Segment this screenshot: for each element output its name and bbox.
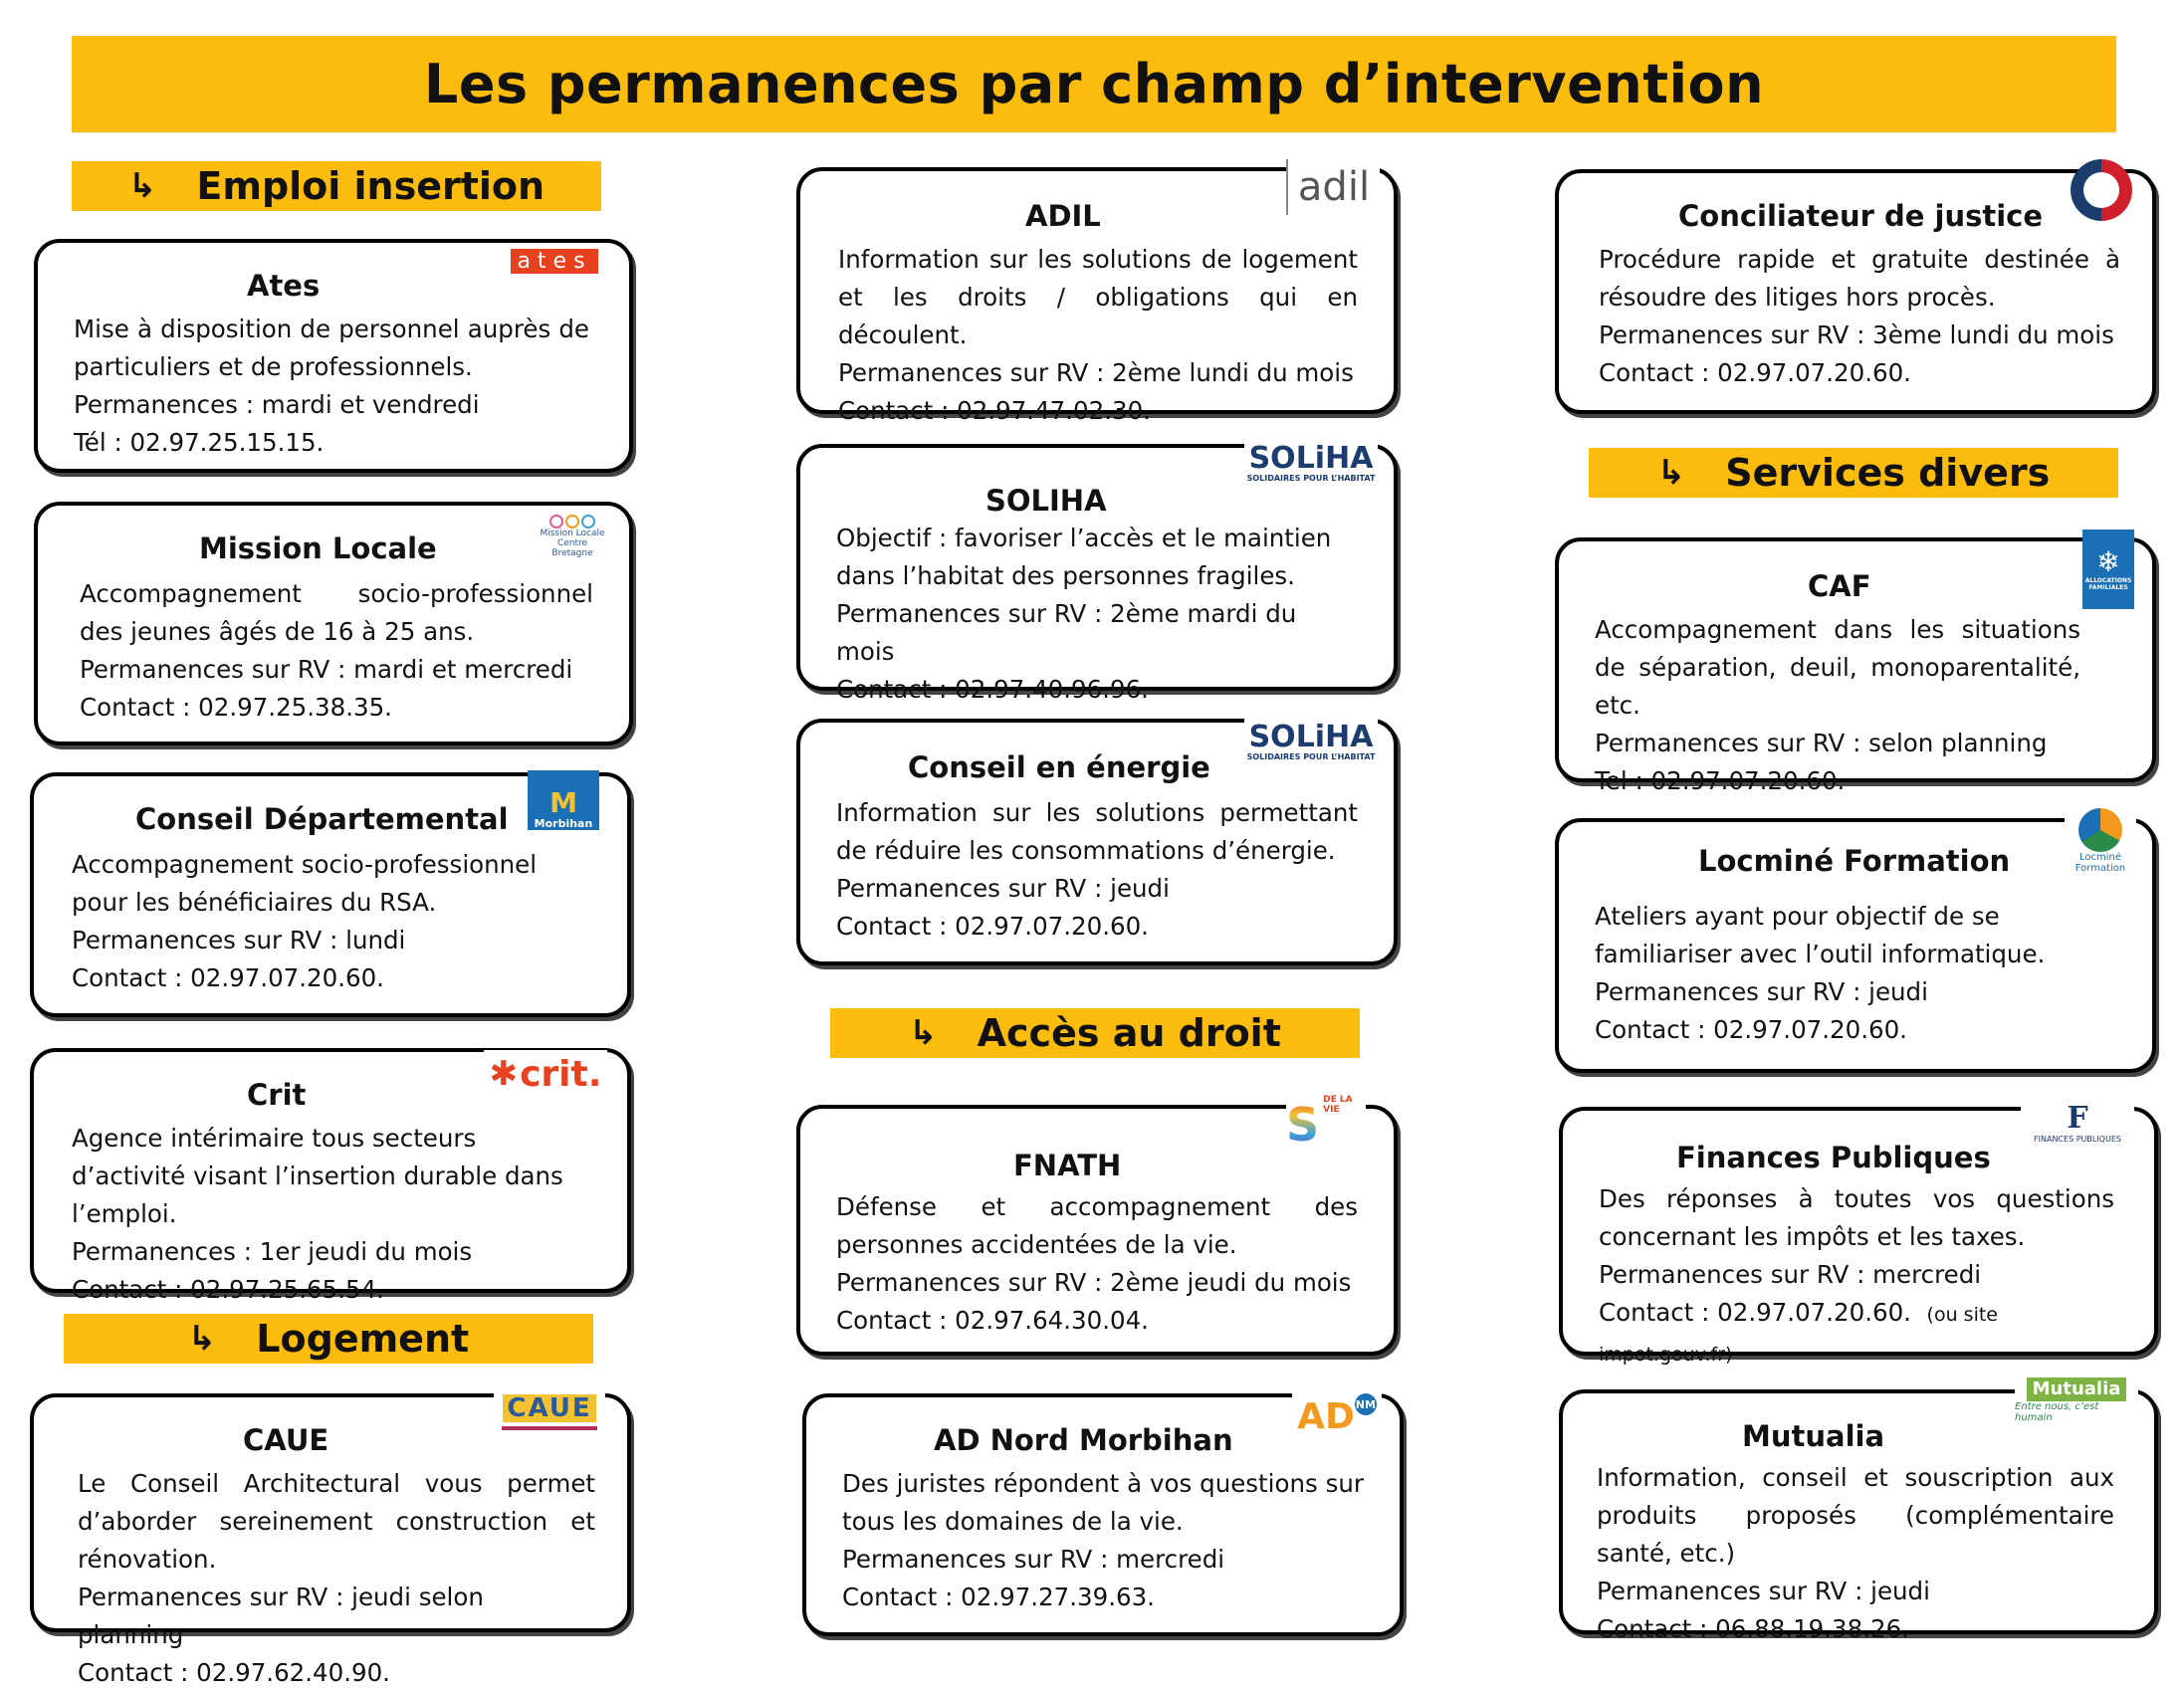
card-body	[1599, 241, 2120, 392]
card-fnath	[796, 1095, 1398, 1356]
soliha-logo	[1244, 440, 1378, 486]
crit-logo-text: crit.	[520, 1053, 602, 1095]
card-body	[1595, 611, 2080, 800]
card-title: Finances Publiques	[1676, 1141, 1991, 1174]
card-body	[836, 1188, 1358, 1340]
card-description: Le Conseil Architectural vous permet d’aborder sereinement construction et rénovation.	[78, 1469, 595, 1574]
card-description: Défense et accompagnement des personnes accidentées de la vie.	[836, 1192, 1358, 1259]
arrow-icon: ↳	[909, 1013, 938, 1053]
card-conciliateur-de-justice	[1555, 169, 2156, 414]
card-body	[836, 794, 1358, 946]
card-adil	[796, 164, 1398, 425]
card-schedule: Permanences sur RV : lundi	[72, 926, 406, 954]
card-contact: Contact : 02.97.07.20.60.	[836, 912, 1149, 941]
page-banner	[72, 36, 2116, 132]
caue-logo-bar	[502, 1426, 597, 1430]
adnm-logo	[1292, 1387, 1382, 1445]
card-title: CAUE	[243, 1423, 329, 1457]
card-schedule: Permanences : 1er jeudi du mois	[72, 1237, 473, 1266]
card-body	[1599, 1180, 2114, 1374]
card-description: Information, conseil et souscription aux produits proposés (complémentaire santé, etc.)	[1597, 1463, 2114, 1568]
people-icon	[549, 515, 595, 529]
mission-locale-logo	[540, 506, 605, 567]
justice-icon	[2083, 172, 2119, 208]
card-contact: Contact : 02.97.27.39.63.	[842, 1583, 1155, 1611]
card-schedule: Permanences sur RV : mardi et mercredi	[80, 655, 573, 684]
card-body	[74, 311, 589, 462]
locmine-logo	[2065, 800, 2136, 882]
card-schedule: Permanences sur RV : 3ème lundi du mois	[1599, 320, 2114, 349]
morbihan-logo	[528, 770, 599, 830]
adil-logo-text: adil	[1297, 164, 1371, 210]
card-mutualia	[1559, 1378, 2158, 1643]
finances-logo-text: FINANCES PUBLIQUES	[2034, 1134, 2121, 1144]
m-icon: M	[549, 786, 577, 819]
adnm-logo-badge: NM	[1355, 1393, 1377, 1415]
card-title: CAF	[1808, 569, 1871, 603]
card-contact: Tel : 02.97.07.20.60.	[1595, 766, 1846, 795]
card-ates	[34, 239, 633, 473]
card-description: Information sur les solutions permettant de réduire les consommations d’énergie.	[836, 798, 1358, 865]
card-contact: Contact : 02.97.62.40.90.	[78, 1658, 390, 1687]
card-schedule: Permanences sur RV : 2ème jeudi du mois	[836, 1268, 1352, 1297]
card-title: AD Nord Morbihan	[934, 1423, 1233, 1457]
crit-logo	[484, 1050, 607, 1098]
soliha-logo-text: SOLiHA	[1248, 440, 1374, 476]
card-ad-nord-morbihan	[802, 1393, 1404, 1636]
snowflake-icon: ❄	[2096, 545, 2120, 578]
card-contact: Contact : 06.88.19.38.26.	[1597, 1614, 1909, 1643]
card-body	[1597, 1459, 2114, 1648]
card-description: Agence intérimaire tous secteurs d’activité visant l’insertion durable dans l’emploi.	[72, 1124, 563, 1228]
card-description: Procédure rapide et gratuite destinée à résoudre des litiges hors procès.	[1599, 245, 2120, 312]
card-locmine-formation	[1555, 818, 2156, 1073]
card-description: Objectif : favoriser l’accès et le maintien dans l’habitat des personnes fragiles.	[836, 524, 1332, 590]
caue-logo	[494, 1385, 605, 1439]
card-schedule: Permanences sur RV : 2ème mardi du mois	[836, 599, 1297, 666]
card-title: Conciliateur de justice	[1678, 199, 2044, 233]
card-contact: Tél : 02.97.25.15.15.	[74, 428, 325, 457]
section-label: Services divers	[1725, 451, 2051, 495]
ates-logo	[500, 243, 609, 279]
arrow-icon: ↳	[1656, 453, 1686, 493]
caf-logo	[2082, 529, 2134, 609]
card-description: Mise à disposition de personnel auprès de particuliers et de professionnels.	[74, 315, 589, 381]
fnath-logo-text: DE LA VIE	[1323, 1095, 1353, 1115]
card-schedule: Permanences : mardi et vendredi	[74, 390, 480, 419]
justice-logo	[2071, 159, 2132, 221]
soliha-logo-text: SOLiHA	[1248, 719, 1374, 754]
finances-publiques-logo	[2021, 1093, 2134, 1153]
card-schedule: Permanences sur RV : mercredi	[1599, 1260, 1982, 1289]
card-body	[80, 575, 593, 727]
card-schedule: Permanences sur RV : jeudi	[836, 874, 1170, 903]
card-title: Mission Locale	[199, 531, 437, 565]
mutualia-logo	[2015, 1372, 2138, 1429]
card-title: ADIL	[1025, 199, 1101, 233]
soliha-logo-sub: SOLIDAIRES POUR L’HABITAT	[1246, 751, 1376, 761]
f-icon: F	[2067, 1100, 2088, 1136]
card-contact: Contact : 02.97.07.20.60.	[72, 963, 384, 992]
card-contact: Contact : 02.97.07.20.60.	[1599, 1298, 1911, 1327]
mission-locale-logo-text: Mission Locale Centre Bretagne	[540, 529, 605, 558]
card-schedule: Permanences sur RV : selon planning	[1595, 729, 2048, 757]
card-description: Ateliers ayant pour objectif de se familiariser avec l’outil informatique.	[1595, 902, 2046, 968]
card-mission-locale	[34, 502, 633, 745]
card-contact: Contact : 02.97.25.65.54.	[72, 1275, 384, 1304]
card-body	[836, 520, 1358, 709]
caf-logo-text: ALLOCATIONS FAMILIALES	[2084, 577, 2132, 591]
mutualia-logo-text: Mutualia	[2027, 1377, 2127, 1401]
soliha-logo-sub: SOLIDAIRES POUR L’HABITAT	[1246, 473, 1376, 483]
card-body	[72, 1120, 591, 1309]
card-title: Conseil en énergie	[908, 750, 1210, 784]
adnm-logo-text: AD	[1297, 1395, 1355, 1437]
card-description: Accompagnement dans les situations de séparation, deuil, monoparentalité, etc.	[1595, 615, 2080, 720]
card-crit	[30, 1048, 631, 1304]
card-conseil-en-energie	[796, 719, 1398, 965]
locmine-icon	[2078, 808, 2122, 852]
section-services-divers	[1589, 448, 2118, 498]
section-acces-au-droit	[830, 1008, 1360, 1058]
s-icon: S	[1286, 1095, 1319, 1155]
card-schedule: Permanences sur RV : 2ème lundi du mois	[838, 358, 1354, 387]
card-contact: Contact : 02.97.40.96.96.	[836, 675, 1149, 704]
card-description: Accompagnement socio-professionnel des jeunes âgés de 16 à 25 ans.	[80, 579, 593, 646]
card-title: FNATH	[1013, 1149, 1122, 1182]
card-description: Information sur les solutions de logement et les droits / obligations qui en découlent.	[838, 245, 1358, 349]
card-contact: Contact : 02.97.64.30.04.	[836, 1306, 1149, 1335]
card-contact-note: (ou site impot.gouv.fr)	[1599, 1304, 1998, 1366]
card-description: Des juristes répondent à vos questions sur tous les domaines de la vie.	[842, 1469, 1364, 1536]
card-body	[72, 846, 591, 997]
card-body	[842, 1465, 1364, 1616]
card-body	[838, 241, 1358, 430]
card-schedule: Permanences sur RV : jeudi selon planning	[78, 1583, 484, 1649]
card-caf	[1555, 537, 2156, 795]
morbihan-logo-text: Morbihan	[534, 817, 593, 830]
card-body	[1595, 898, 2116, 1049]
section-label: Accès au droit	[977, 1011, 1281, 1055]
card-schedule: Permanences sur RV : mercredi	[842, 1545, 1225, 1574]
card-body	[78, 1465, 595, 1692]
soliha-logo	[1244, 719, 1378, 764]
card-contact: Contact : 02.97.47.02.30.	[838, 396, 1151, 425]
section-label: Emploi insertion	[196, 164, 546, 208]
ates-logo-text: ates	[511, 249, 597, 274]
arrow-icon: ↳	[127, 166, 157, 206]
card-title: Crit	[247, 1078, 307, 1112]
star-icon: ✱	[489, 1054, 519, 1094]
card-caue	[30, 1393, 631, 1687]
card-title: Ates	[247, 269, 321, 303]
card-conseil-departemental	[30, 772, 631, 1017]
mutualia-logo-tagline: Entre nous, c’est humain	[2015, 1401, 2099, 1423]
card-title: Mutualia	[1742, 1419, 1885, 1453]
card-contact: Contact : 02.97.07.20.60.	[1599, 358, 1911, 387]
card-schedule: Permanences sur RV : jeudi	[1595, 977, 1928, 1006]
adil-logo	[1286, 159, 1380, 215]
card-title: SOLIHA	[985, 484, 1107, 518]
arrow-icon: ↳	[187, 1319, 217, 1359]
card-description: Des réponses à toutes vos questions concernant les impôts et les taxes.	[1599, 1184, 2114, 1251]
card-soliha	[796, 440, 1398, 704]
card-contact: Contact : 02.97.25.38.35.	[80, 693, 392, 722]
card-title: Locminé Formation	[1698, 844, 2011, 878]
card-schedule: Permanences sur RV : jeudi	[1597, 1577, 1930, 1605]
card-contact-line	[1599, 1294, 2114, 1374]
caue-logo-text: CAUE	[503, 1394, 595, 1422]
section-label: Logement	[256, 1317, 470, 1361]
card-title: Conseil Départemental	[135, 802, 509, 836]
page-title: Les permanences par champ d’intervention	[423, 53, 1765, 115]
card-description: Accompagnement socio-professionnel pour les bénéficiaires du RSA.	[72, 850, 538, 917]
section-logement	[64, 1314, 593, 1364]
fnath-logo	[1286, 1095, 1366, 1164]
locmine-logo-text: Locminé Formation	[2075, 852, 2126, 874]
section-emploi-insertion	[72, 161, 601, 211]
card-contact: Contact : 02.97.07.20.60.	[1595, 1015, 1907, 1044]
card-finances-publiques	[1559, 1100, 2158, 1366]
